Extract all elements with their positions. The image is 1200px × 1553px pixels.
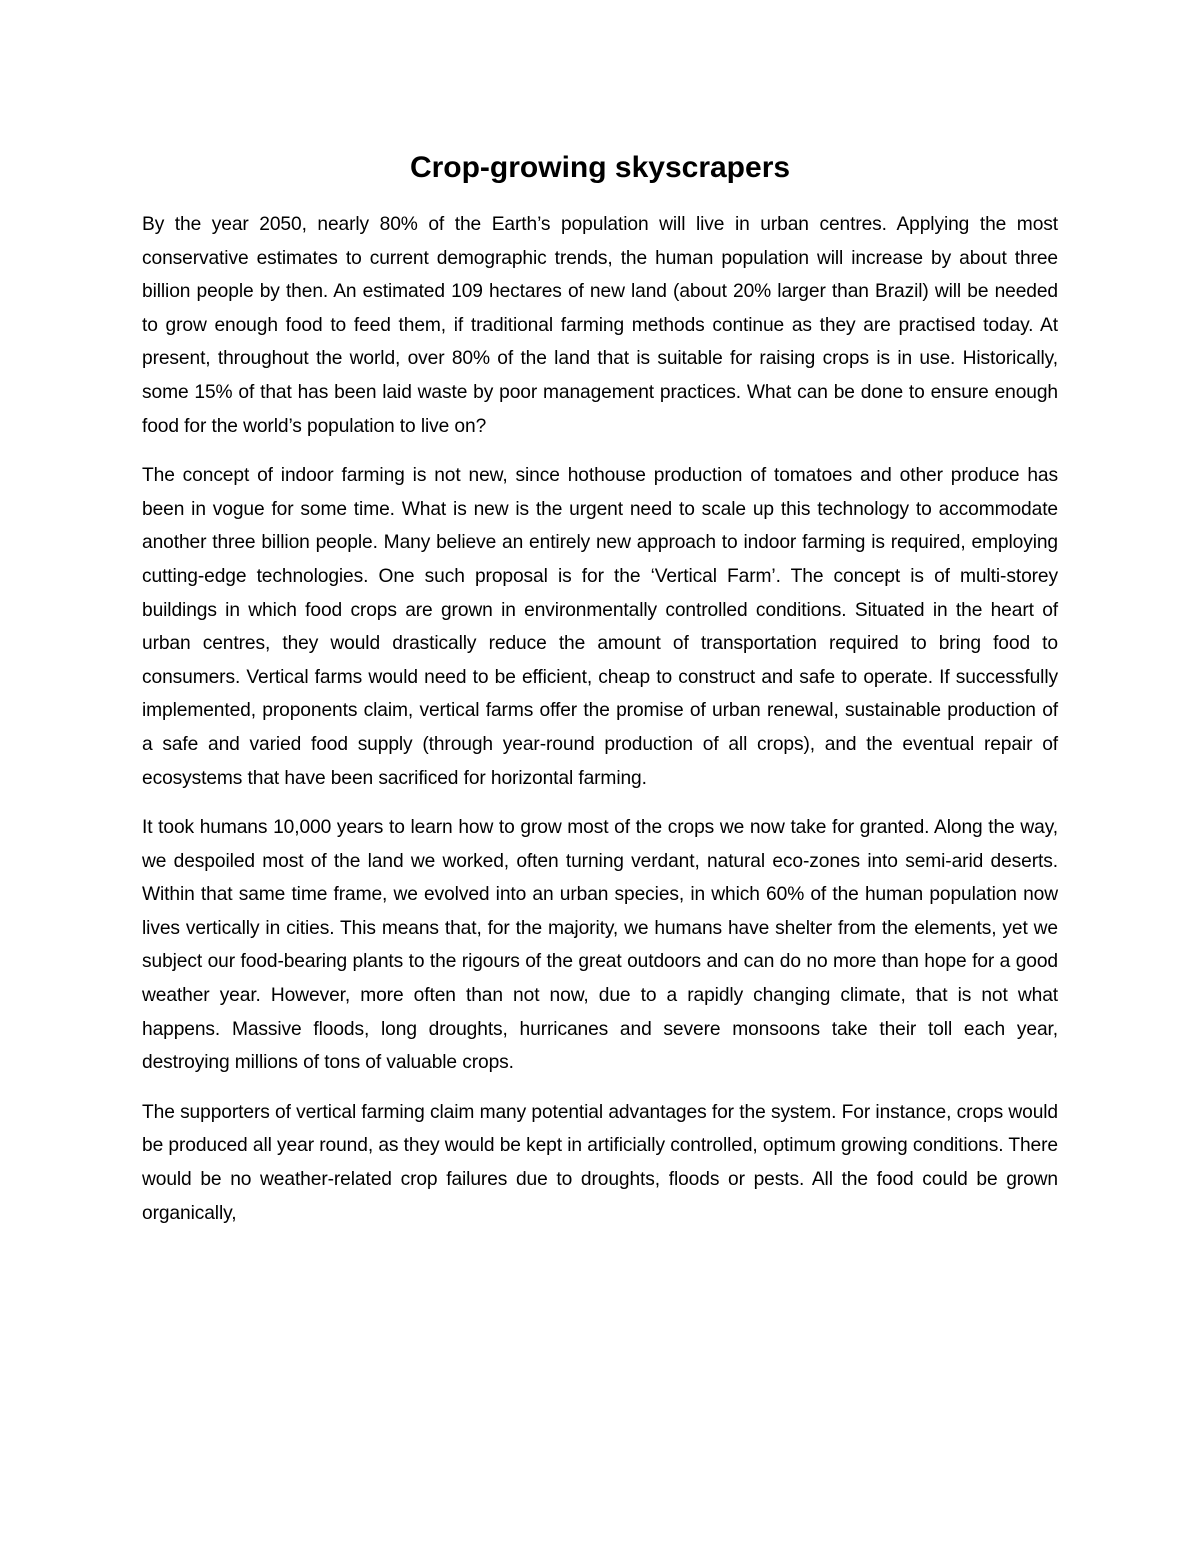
paragraph-4: The supporters of vertical farming claim many potential advantages for the system. For instance, crops would be produced all year round, as they would be kept in artificially controlled, optimum growing conditions. There would be no weather-related crop failures due to droughts, floods or pests. All the food could be grown organically, [142, 1101, 1058, 1224]
paragraph-1: By the year 2050, nearly 80% of the Earth’s population will live in urban centres. Applying the most conservative estimates to current demographic trends, the human population will increase by about three billion people by then. An estimated 109 hectares of new land (about 20% larger than Brazil) will be needed to grow enough food to feed them, if traditional farming methods continue as they are practised today. At present, throughout the world, over 80% of the land that is suitable for raising crops is in use. Historically, some 15% of that has been laid waste by poor management practices. What can be done to ensure enough food for the world’s population to live on? [142, 214, 1058, 437]
page-title: Crop-growing skyscrapers [409, 151, 791, 184]
paragraph-2: The concept of indoor farming is not new, since hothouse production of tomatoes and other produce has been in vogue for some time. What is new is the urgent need to scale up this technology to accommodate another three billion people. Many believe an entirely new approach to indoor farming is required, employing cutting-edge technologies. One such proposal is for the ‘Vertical Farm’. The concept is of multi-storey buildings in which food crops are grown in environmentally controlled conditions. Situated in the heart of urban centres, they would drastically reduce the amount of transportation required to bring food to consumers. Vertical farms would need to be efficient, cheap to construct and safe to operate. If successfully implemented, proponents claim, vertical farms offer the promise of urban renewal, sustainable production of a safe and varied food supply (through year-round production of all crops), and the eventual repair of ecosystems that have been sacrificed for horizontal farming. [142, 465, 1058, 789]
document-body [142, 208, 1058, 1246]
paragraph-3: It took humans 10,000 years to learn how to grow most of the crops we now take for granted. Along the way, we despoiled most of the land we worked, often turning verdant, natural eco-zones into semi-arid deserts. Within that same time frame, we evolved into an urban species, in which 60% of the human population now lives vertically in cities. This means that, for the majority, we humans have shelter from the elements, yet we subject our food-bearing plants to the rigours of the great outdoors and can do no more than hope for a good weather year. However, more often than not now, due to a rapidly changing climate, that is not what happens. Massive floods, long droughts, hurricanes and severe monsoons take their toll each year, destroying millions of tons of valuable crops. [142, 817, 1058, 1074]
